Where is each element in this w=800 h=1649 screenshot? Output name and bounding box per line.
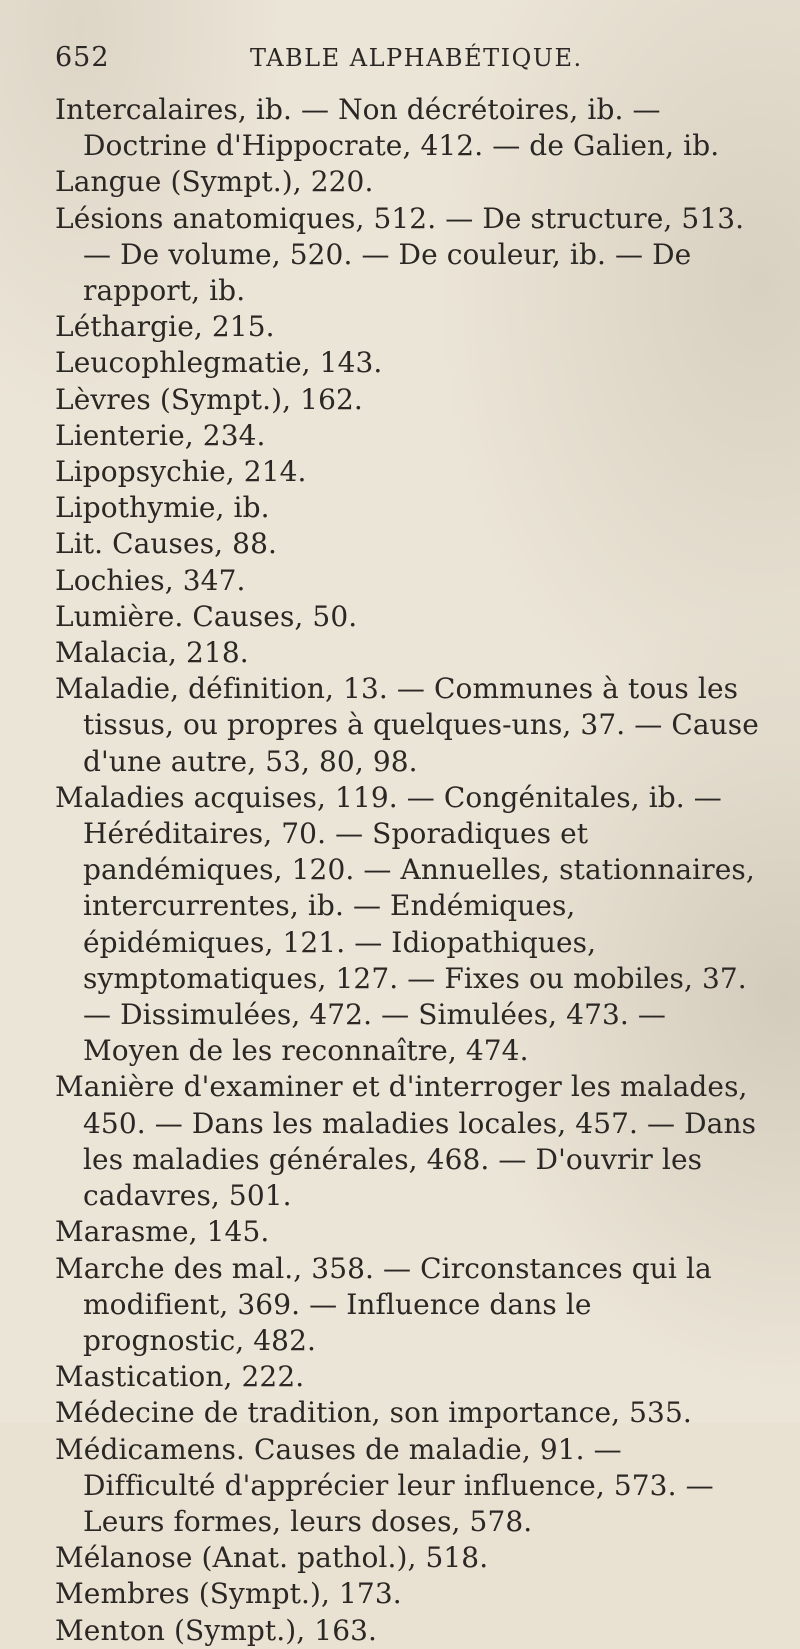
index-entry-marche: Marche des mal., 358. — Circonstances qui la modifient, 369. — Influence dans le prognostic, 482. <box>55 1251 712 1357</box>
index-entry-lipothymie: Lipothymie, ib. <box>55 491 270 525</box>
index-entry-membres: Membres (Sympt.), 173. <box>55 1577 402 1611</box>
index-entry-intercalaires: Intercalaires, ib. — Non décrétoires, ib. — Doctrine d'Hippocrate, 412. — de Galien, ib. <box>55 93 720 163</box>
index-entry-mastication: Mastication, 222. <box>55 1360 305 1394</box>
index-entry-malacia: Malacia, 218. <box>55 636 249 670</box>
index-entry-maladies: Maladies acquises, 119. — Congénitales, ib. — Héréditaires, 70. — Sporadiques et pandémiques, 120. — Annuelles, stationnaires, intercurrentes, ib. — Endémiques, épidémiques, 121. — Idiopathiques, symptomatiques, 127. — Fixes ou mobiles, 37. — Dissimulées, 472. — Simulées, 473. — Moyen de les reconnaître, 474. <box>55 780 755 1068</box>
index-entry-langue: Langue (Sympt.), 220. <box>55 165 374 199</box>
index-entry-levres: Lèvres (Sympt.), 162. <box>55 382 363 416</box>
index-entry-lethargie: Léthargie, 215. <box>55 310 275 344</box>
index-entries <box>55 92 760 1649</box>
index-entry-maniere: Manière d'examiner et d'interroger les malades, 450. — Dans les maladies locales, 457. — Dans les maladies générales, 468. — D'ouvrir les cadavres, 501. <box>55 1070 757 1213</box>
index-entry-lumiere: Lumière. Causes, 50. <box>55 599 358 633</box>
page-number: 652 <box>55 42 110 73</box>
index-entry-leucophlegmatie: Leucophlegmatie, 143. <box>55 346 383 380</box>
index-entry-lipopsychie: Lipopsychie, 214. <box>55 455 307 489</box>
running-title: TABLE ALPHABÉTIQUE. <box>250 44 583 72</box>
index-entry-medicamens: Médicamens. Causes de maladie, 91. — Difficulté d'apprécier leur influence, 573. — Leurs formes, leurs doses, 578. <box>55 1432 714 1538</box>
index-entry-medecine: Médecine de tradition, son importance, 535. <box>55 1396 692 1430</box>
index-entry-lochies: Lochies, 347. <box>55 563 246 597</box>
index-entry-menton: Menton (Sympt.), 163. <box>55 1613 378 1647</box>
index-entry-melanose: Mélanose (Anat. pathol.), 518. <box>55 1541 489 1575</box>
index-entry-maladie: Maladie, définition, 13. — Communes à tous les tissus, ou propres à quelques-uns, 37. — Cause d'une autre, 53, 80, 98. <box>55 672 759 778</box>
index-entry-lit: Lit. Causes, 88. <box>55 527 277 561</box>
index-entry-marasme: Marasme, 145. <box>55 1215 270 1249</box>
index-entry-lienterie: Lienterie, 234. <box>55 418 266 452</box>
index-entry-lesions: Lésions anatomiques, 512. — De structure, 513. — De volume, 520. — De couleur, ib. — De rapport, ib. <box>55 201 745 308</box>
page-header <box>55 42 755 82</box>
